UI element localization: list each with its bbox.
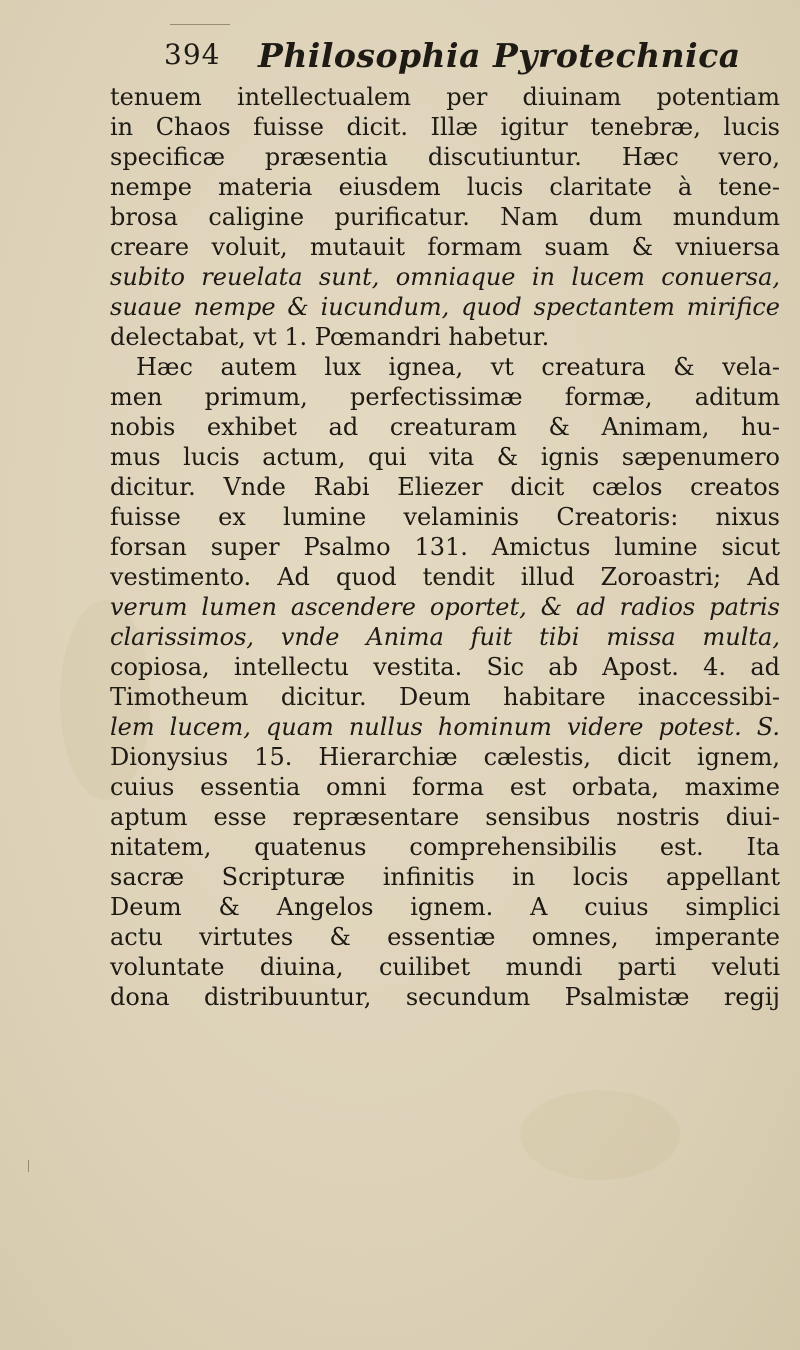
- text-line: nobis exhibet ad creaturam & Animam, hu-: [110, 413, 780, 441]
- text-line: delectabat, vt 1. Pœmandri habetur.: [110, 323, 550, 351]
- margin-mark: [28, 1160, 37, 1172]
- page-header: [150, 34, 750, 84]
- text-line: cuius essentia omni forma est orbata, maxime: [110, 773, 780, 801]
- text-line: in Chaos fuisse dicit. Illæ igitur tenebræ, lucis: [110, 113, 780, 141]
- text-line: copiosa, intellectu vestita. Sic ab Apost. 4. ad: [110, 653, 780, 681]
- text-line: subito reuelata sunt, omniaque in lucem conuersa,: [110, 263, 780, 291]
- text-line: specificæ præsentia discutiuntur. Hæc vero,: [110, 143, 780, 171]
- top-rule: [170, 24, 230, 25]
- text-line: Dionysius 15. Hierarchiæ cælestis, dicit ignem,: [110, 743, 780, 771]
- text-line: Deum & Angelos ignem. A cuius simplici: [110, 893, 780, 921]
- text-line: lem lucem, quam nullus hominum videre potest. S.: [110, 713, 780, 741]
- text-line: nempe materia eiusdem lucis claritate à tene-: [110, 173, 780, 201]
- text-line: voluntate diuina, cuilibet mundi parti veluti: [110, 953, 780, 981]
- text-line: clarissimos, vnde Anima fuit tibi missa multa,: [110, 623, 780, 651]
- text-line: brosa caligine purificatur. Nam dum mundum: [110, 203, 780, 231]
- page-number: 394: [164, 38, 221, 71]
- text-line: Timotheum dicitur. Deum habitare inaccessibi-: [110, 683, 780, 711]
- text-line: verum lumen ascendere oportet, & ad radios patris: [110, 593, 780, 621]
- text-line: dicitur. Vnde Rabi Eliezer dicit cælos creatos: [110, 473, 780, 501]
- text-line: mus lucis actum, qui vita & ignis sæpenumero: [110, 443, 780, 471]
- text-line: dona distribuuntur, secundum Psalmistæ regij: [110, 983, 780, 1011]
- text-line: fuisse ex lumine velaminis Creatoris: nixus: [110, 503, 780, 531]
- text-line: creare voluit, mutauit formam suam & vniuersa: [110, 233, 780, 261]
- text-line: aptum esse repræsentare sensibus nostris diui-: [110, 803, 780, 831]
- text-line: sacræ Scripturæ infinitis in locis appellant: [110, 863, 780, 891]
- text-line: Hæc autem lux ignea, vt creatura & vela-: [136, 353, 780, 381]
- running-title: Philosophia Pyrotechnica: [258, 36, 741, 75]
- text-line: forsan super Psalmo 131. Amictus lumine sicut: [110, 533, 780, 561]
- text-line: actu virtutes & essentiæ omnes, imperante: [110, 923, 780, 951]
- text-line: men primum, perfectissimæ formæ, aditum: [110, 383, 780, 411]
- text-line: tenuem intellectualem per diuinam potentiam: [110, 83, 780, 111]
- text-line: suaue nempe & iucundum, quod spectantem mirifice: [110, 293, 780, 321]
- paper-stain: [520, 1090, 680, 1180]
- text-line: nitatem, quatenus comprehensibilis est. Ita: [110, 833, 780, 861]
- text-line: vestimento. Ad quod tendit illud Zoroastri; Ad: [110, 563, 780, 591]
